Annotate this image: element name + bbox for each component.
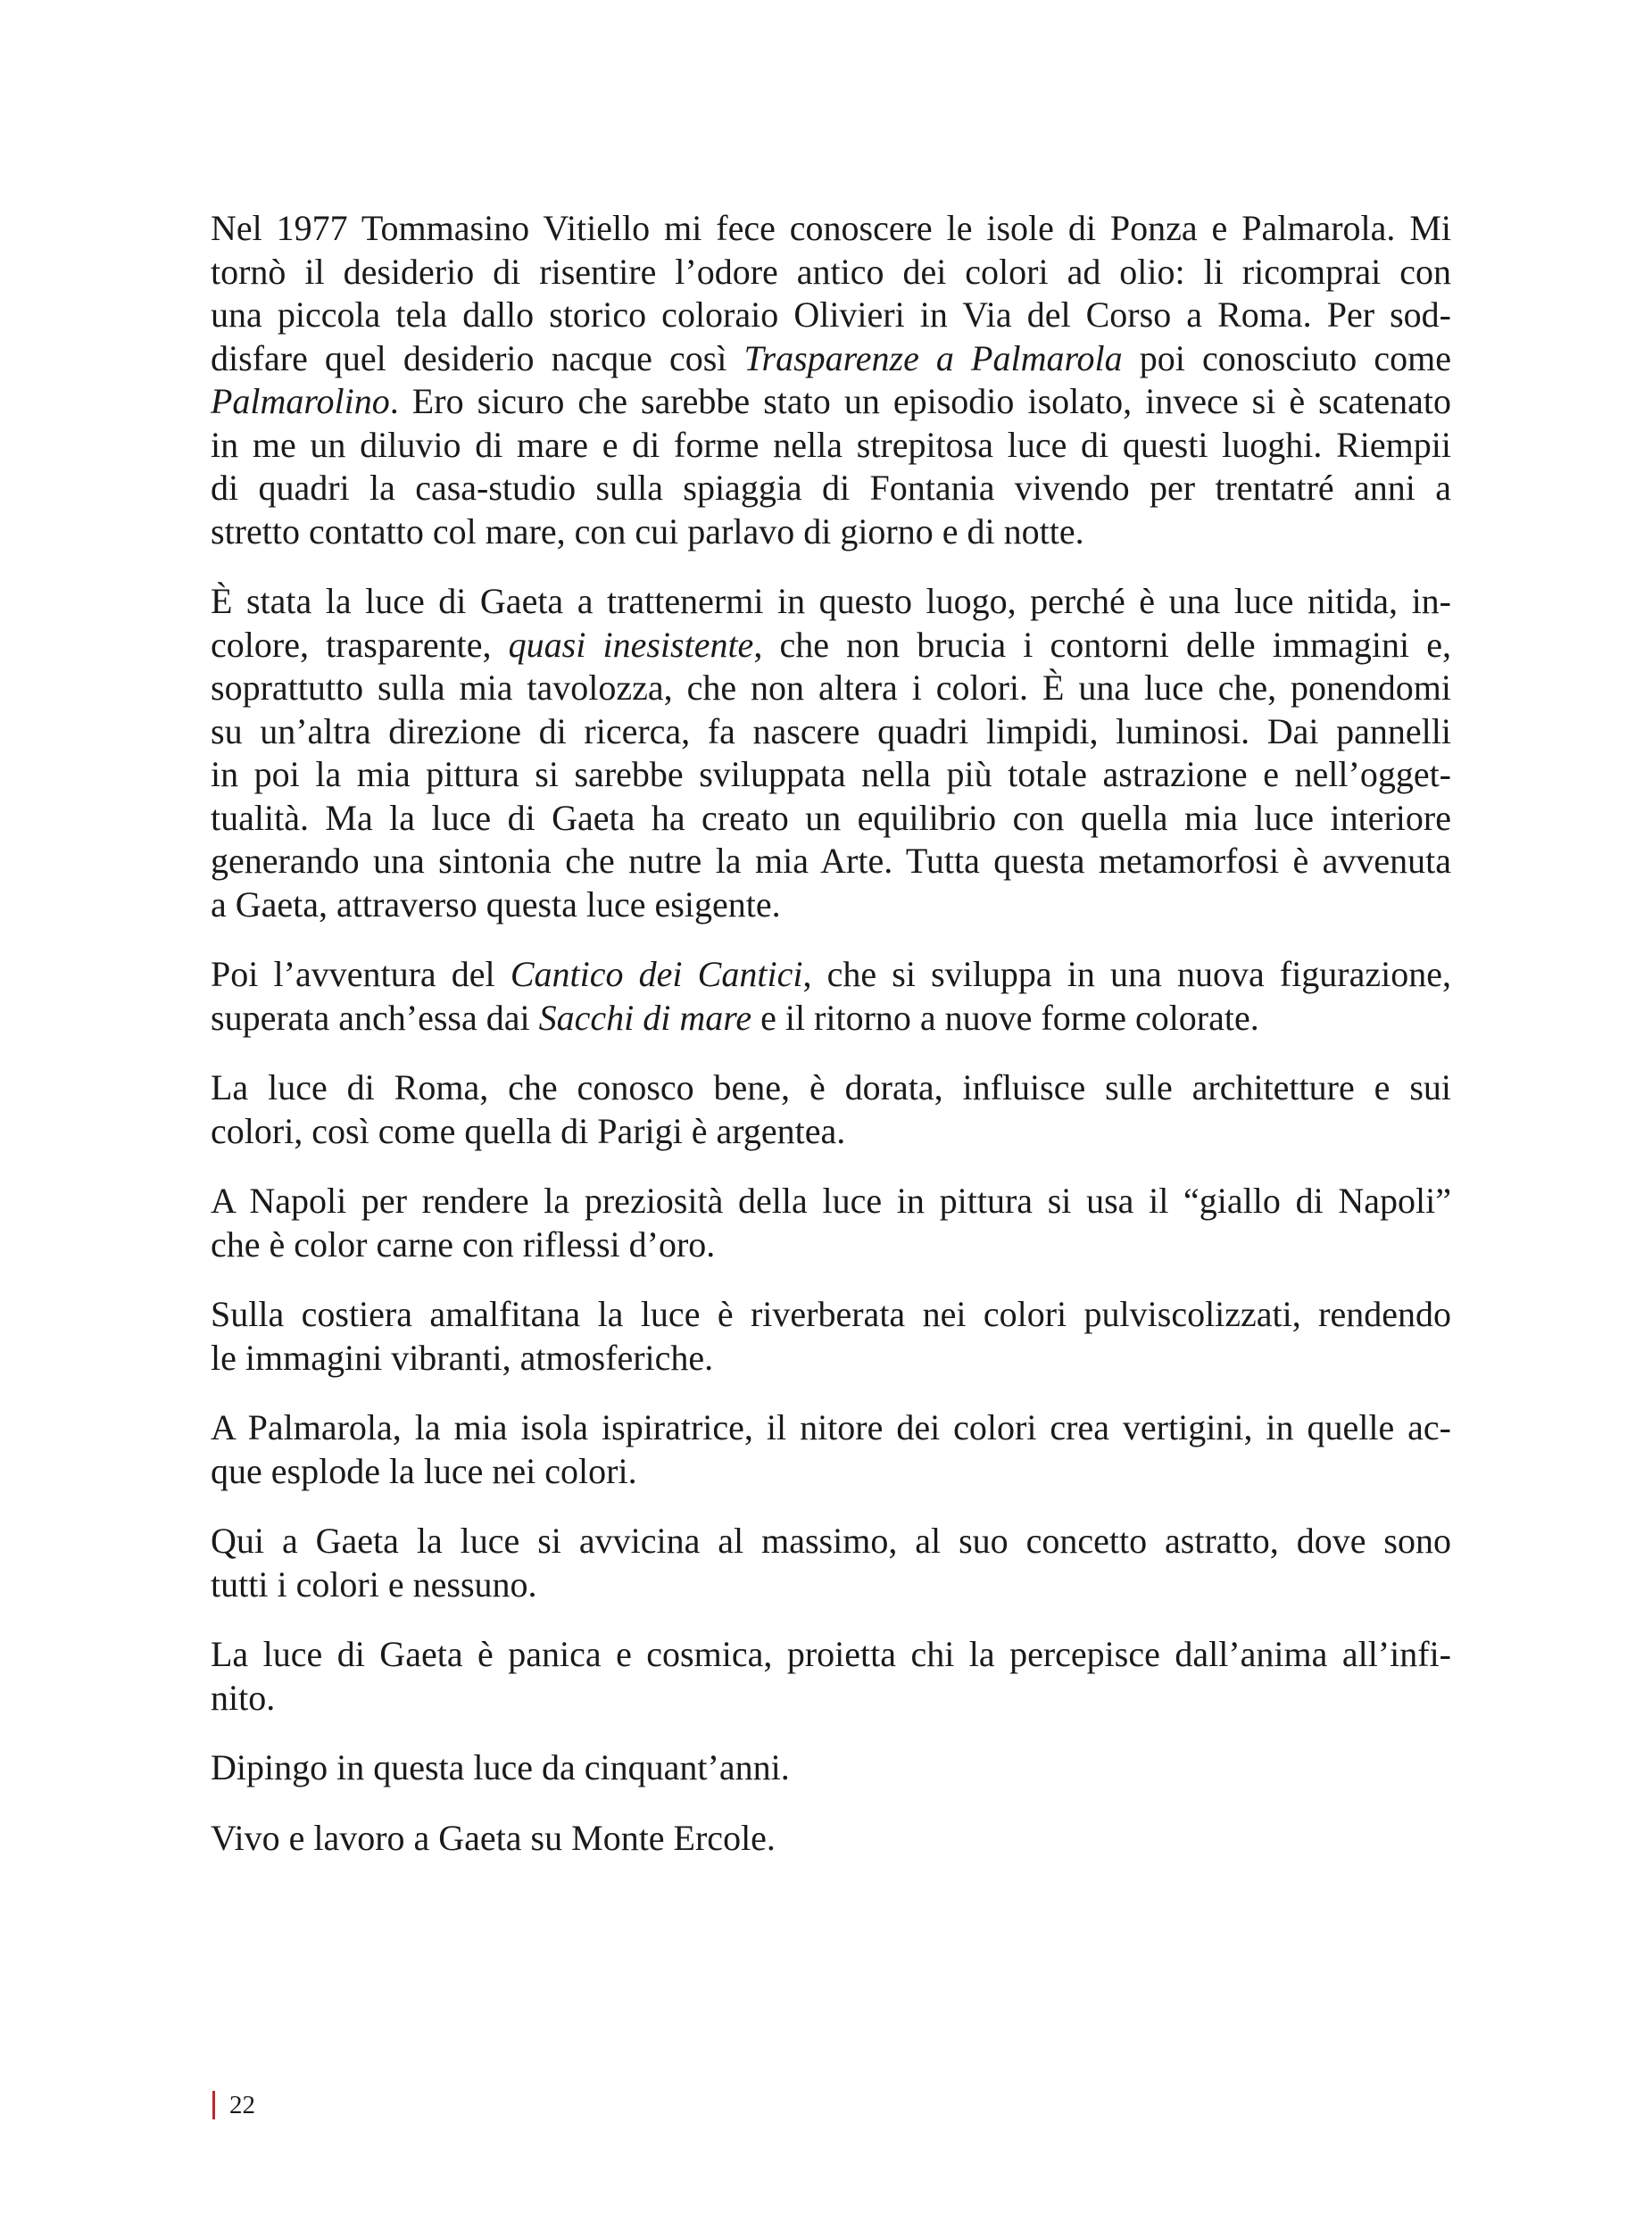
text-line xyxy=(211,1180,1451,1223)
paragraph xyxy=(211,1746,1451,1790)
text-segment: le immagini vibranti, atmosferiche. xyxy=(211,1337,714,1378)
page-number: 22 xyxy=(229,2091,255,2119)
italic-title: quasi inesistente xyxy=(508,624,754,665)
text-line xyxy=(211,1450,1451,1494)
paragraph xyxy=(211,1633,1451,1720)
italic-title: Sacchi di mare xyxy=(538,997,752,1038)
paragraph xyxy=(211,207,1451,553)
paragraph xyxy=(211,580,1451,926)
text-segment: su un’altra direzione di ricerca, fa nascere quadri limpidi, luminosi. Dai pannelli xyxy=(211,710,1451,751)
text-line xyxy=(211,953,1451,997)
text-line xyxy=(211,1066,1451,1110)
paragraph xyxy=(211,1180,1451,1266)
text-line xyxy=(211,1337,1451,1381)
text-segment: Qui a Gaeta la luce si avvicina al massimo, al suo concetto astratto, dove sono xyxy=(211,1521,1451,1561)
text-line xyxy=(211,251,1451,294)
text-line xyxy=(211,1110,1451,1154)
text-line xyxy=(211,580,1451,624)
text-segment: . Ero sicuro che sarebbe stato un episodio isolato, invece si è scatenato xyxy=(389,381,1451,421)
text-line xyxy=(211,467,1451,510)
text-segment: generando una sintonia che nutre la mia Arte. Tutta questa metamorfosi è avvenuta xyxy=(211,841,1451,881)
text-line xyxy=(211,997,1451,1041)
italic-title: Cantico dei Cantici xyxy=(510,954,803,994)
text-segment: poi conosciuto come xyxy=(1122,337,1451,378)
text-line xyxy=(211,1563,1451,1607)
text-segment: È stata la luce di Gaeta a trattenermi in questo luogo, perché è una luce nitida, in- xyxy=(211,581,1451,621)
text-segment: di quadri la casa-studio sulla spiaggia di Fontania vivendo per trentatré anni a xyxy=(211,468,1451,508)
text-segment: a Gaeta, attraverso questa luce esigente. xyxy=(211,883,781,925)
text-segment: A Napoli per rendere la preziosità della luce in pittura si usa il “giallo di Napoli” xyxy=(211,1181,1451,1221)
text-line xyxy=(211,510,1451,554)
text-segment: , che non brucia i contorni delle immagini e, xyxy=(753,624,1452,665)
text-segment: nito. xyxy=(211,1677,276,1718)
text-line xyxy=(211,207,1451,251)
text-segment: tutti i colori e nessuno. xyxy=(211,1563,537,1605)
text-segment: Nel 1977 Tommasino Vitiello mi fece conoscere le isole di Ponza e Palmarola. Mi xyxy=(211,208,1451,248)
paragraph xyxy=(211,1293,1451,1380)
paragraph xyxy=(211,1066,1451,1153)
text-segment: , che si sviluppa in una nuova figurazione, xyxy=(802,954,1451,994)
text-line xyxy=(211,710,1451,754)
text-line xyxy=(211,294,1451,337)
text-line xyxy=(211,1817,1451,1861)
text-segment: que esplode la luce nei colori. xyxy=(211,1450,637,1491)
text-segment: in poi la mia pittura si sarebbe sviluppata nella più totale astrazione e nell’ogget- xyxy=(211,754,1451,794)
text-line xyxy=(211,424,1451,468)
text-line xyxy=(211,1677,1451,1721)
text-segment: e il ritorno a nuove forme colorate. xyxy=(751,997,1259,1038)
text-segment: Poi l’avventura del xyxy=(211,954,511,994)
text-line xyxy=(211,840,1451,883)
text-segment: superata anch’essa dai xyxy=(211,997,539,1038)
text-segment: La luce di Gaeta è panica e cosmica, proietta chi la percepisce dall’anima all’infi- xyxy=(211,1634,1451,1674)
text-line xyxy=(211,1633,1451,1677)
text-line xyxy=(211,797,1451,841)
text-segment: La luce di Roma, che conosco bene, è dorata, influisce sulle architetture e sui xyxy=(211,1067,1451,1107)
text-segment: tualità. Ma la luce di Gaeta ha creato un equilibrio con quella mia luce interiore xyxy=(211,797,1451,838)
paragraph xyxy=(211,1406,1451,1493)
text-segment: in me un diluvio di mare e di forme nella strepitosa luce di questi luoghi. Riempii xyxy=(211,424,1451,465)
paragraph xyxy=(211,1817,1451,1861)
text-line xyxy=(211,380,1451,424)
text-line xyxy=(211,1746,1451,1790)
text-segment: soprattutto sulla mia tavolozza, che non altera i colori. È una luce che, ponendomi xyxy=(211,668,1451,708)
text-line xyxy=(211,337,1451,381)
text-line xyxy=(211,883,1451,927)
text-segment: che è color carne con riflessi d’oro. xyxy=(211,1223,716,1265)
text-line xyxy=(211,1520,1451,1563)
text-line xyxy=(211,1406,1451,1450)
page-footer xyxy=(212,2091,255,2119)
text-segment: A Palmarola, la mia isola ispiratrice, il nitore dei colori crea vertigini, in quelle ac- xyxy=(211,1407,1451,1447)
paragraph xyxy=(211,1520,1451,1606)
text-segment: Sulla costiera amalfitana la luce è riverberata nei colori pulviscolizzati, rendendo xyxy=(211,1294,1451,1334)
text-segment: colori, così come quella di Parigi è argentea. xyxy=(211,1110,846,1151)
page-marker-bar xyxy=(212,2091,215,2119)
text-segment: tornò il desiderio di risentire l’odore antico dei colori ad olio: li ricomprai con xyxy=(211,251,1451,292)
text-line xyxy=(211,1293,1451,1337)
text-segment: una piccola tela dallo storico coloraio Olivieri in Via del Corso a Roma. Per sod- xyxy=(211,294,1451,335)
text-line xyxy=(211,1223,1451,1267)
paragraph xyxy=(211,953,1451,1040)
body-text xyxy=(211,207,1451,1886)
text-segment: disfare quel desiderio nacque così xyxy=(211,337,744,378)
text-line xyxy=(211,753,1451,797)
text-segment: Dipingo in questa luce da cinquant’anni. xyxy=(211,1747,790,1787)
text-segment: colore, trasparente, xyxy=(211,624,509,665)
text-line xyxy=(211,667,1451,710)
italic-title: Trasparenze a Palmarola xyxy=(743,337,1123,378)
text-segment: stretto contatto col mare, con cui parlavo di giorno e di notte. xyxy=(211,510,1084,551)
text-segment: Vivo e lavoro a Gaeta su Monte Ercole. xyxy=(211,1817,776,1858)
italic-title: Palmarolino xyxy=(211,381,390,421)
text-line xyxy=(211,624,1451,668)
